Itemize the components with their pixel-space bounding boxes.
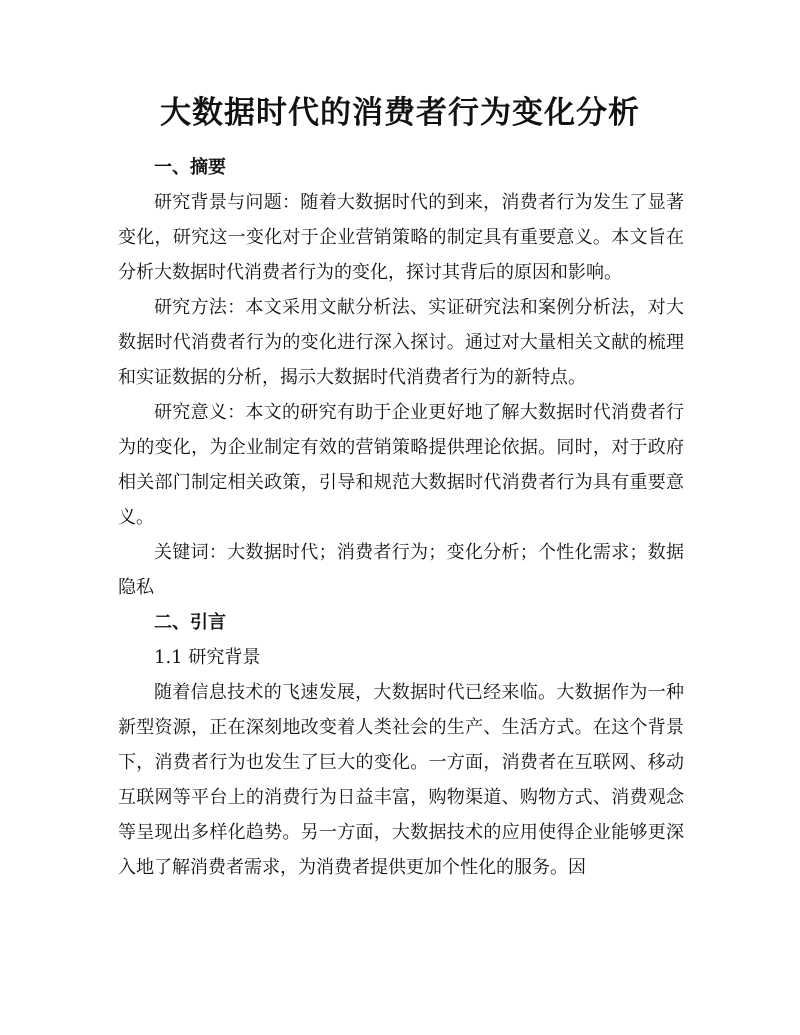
abstract-background-paragraph: 研究背景与问题：随着大数据时代的到来，消费者行为发生了显著变化，研究这一变化对于企业营销策略的制定具有重要意义。本文旨在分析大数据时代消费者行为的变化，探讨其背后的原因和影响。 [118, 192, 684, 283]
document-body [118, 150, 684, 885]
abstract-methods-paragraph: 研究方法：本文采用文献分析法、实证研究法和案例分析法，对大数据时代消费者行为的变化进行深入探讨。通过对大量相关文献的梳理和实证数据的分析，揭示大数据时代消费者行为的新特点。 [118, 297, 684, 388]
page-title: 大数据时代的消费者行为变化分析 [160, 95, 640, 131]
introduction-heading: 二、引言 [154, 612, 226, 633]
introduction-paragraph: 随着信息技术的飞速发展，大数据时代已经来临。大数据作为一种新型资源，正在深刻地改变着人类社会的生产、生活方式。在这个背景下，消费者行为也发生了巨大的变化。一方面，消费者在互联网、移动互联网等平台上的消费行为日益丰富，购物渠道、购物方式、消费观念等呈现出多样化趋势。另一方面，大数据技术的应用使得企业能够更深入地了解消费者需求，为消费者提供更加个性化的服务。因 [118, 682, 684, 878]
keywords-paragraph: 关键词：大数据时代；消费者行为；变化分析；个性化需求；数据隐私 [118, 542, 684, 598]
abstract-heading: 一、摘要 [154, 157, 226, 178]
abstract-significance-paragraph: 研究意义：本文的研究有助于企业更好地了解大数据时代消费者行为的变化，为企业制定有效的营销策略提供理论依据。同时，对于政府相关部门制定相关政策，引导和规范大数据时代消费者行为具有重要意义。 [118, 402, 684, 528]
research-background-subheading: 1.1 研究背景 [154, 647, 261, 668]
